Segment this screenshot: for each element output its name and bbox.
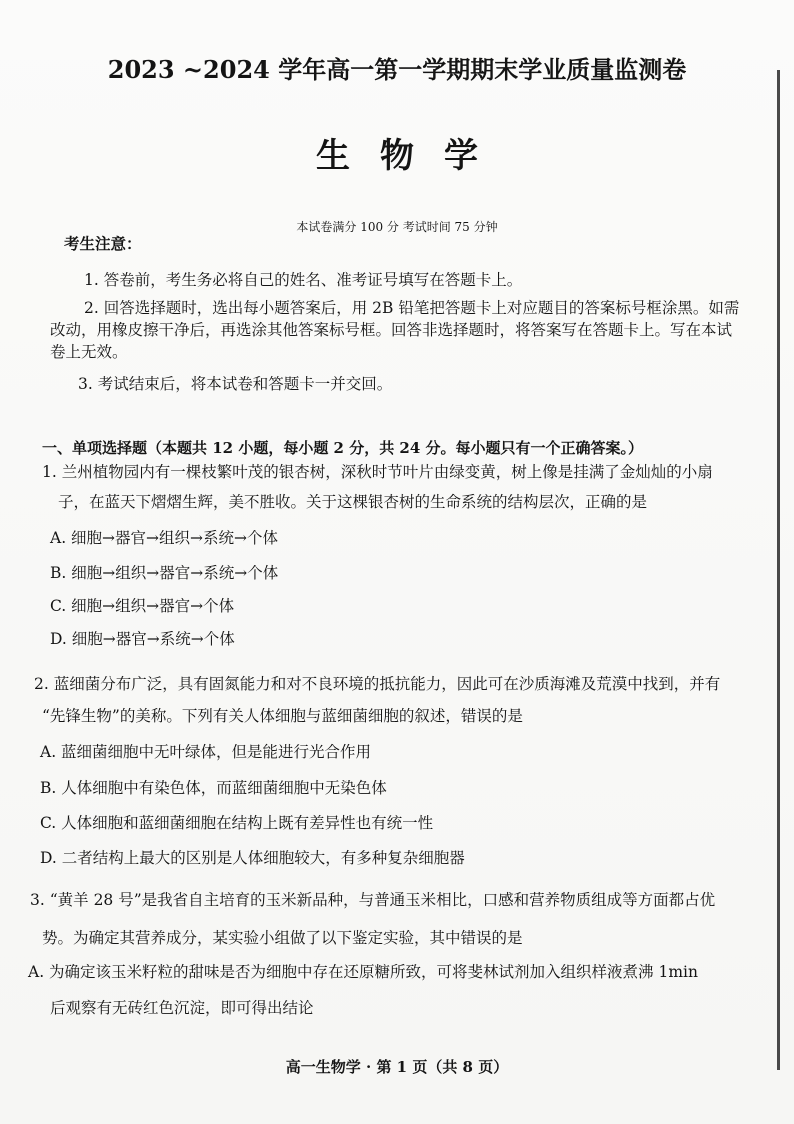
- q3-stem-line-2: 势。为确定其营养成分，某实验小组做了以下鉴定实验，其中错误的是: [42, 929, 523, 947]
- notice-item-1: 1. 答卷前，考生务必将自己的姓名、准考证号填写在答题卡上。: [84, 271, 523, 289]
- q2-stem-line-1: 2. 蓝细菌分布广泛，具有固氮能力和对不良环境的抵抗能力，因此可在沙质海滩及荒漠中找到，并有: [34, 675, 721, 693]
- q2-option-c: C. 人体细胞和蓝细菌细胞在结构上既有差异性也有统一性: [40, 814, 434, 832]
- q2-option-d: D. 二者结构上最大的区别是人体细胞较大，有多种复杂细胞器: [40, 849, 465, 867]
- q1-option-b: B. 细胞→组织→器官→系统→个体: [50, 564, 279, 582]
- notice-item-3: 3. 考试结束后，将本试卷和答题卡一并交回。: [78, 375, 393, 393]
- section-1-heading: 一、单项选择题（本题共 12 小题，每小题 2 分，共 24 分。每小题只有一个正确答案。）: [42, 439, 644, 457]
- notice-heading: 考生注意：: [64, 234, 142, 253]
- q3-option-a-line-2: 后观察有无砖红色沉淀，即可得出结论: [50, 999, 314, 1017]
- notice-item-2-line-3: 卷上无效。: [50, 343, 128, 361]
- notice-item-2-line-1: 2. 回答选择题时，选出每小题答案后，用 2B 铅笔把答题卡上对应题目的答案标号框涂黑。如需: [84, 299, 740, 317]
- q1-stem-line-1: 1. 兰州植物园内有一棵枝繁叶茂的银杏树，深秋时节叶片由绿变黄，树上像是挂满了金灿灿的小扇: [42, 463, 713, 481]
- q1-option-d: D. 细胞→器官→系统→个体: [50, 630, 235, 648]
- q3-option-a-line-1: A. 为确定该玉米籽粒的甜味是否为细胞中存在还原糖所致，可将斐林试剂加入组织样液煮沸 1min: [28, 963, 698, 981]
- q1-option-c: C. 细胞→组织→器官→个体: [50, 597, 235, 615]
- exam-title: 2023 ~2024 学年高一第一学期期末学业质量监测卷: [107, 55, 687, 84]
- subject-title: 生物学: [316, 136, 508, 176]
- q3-stem-line-1: 3. “黄羊 28 号”是我省自主培育的玉米新品种，与普通玉米相比，口感和营养物质组成等方面都占优: [30, 891, 716, 909]
- page-footer: 高一生物学 · 第 1 页（共 8 页）: [285, 1058, 509, 1076]
- exam-info: 本试卷满分 100 分 考试时间 75 分钟: [296, 220, 498, 234]
- q1-option-a: A. 细胞→器官→组织→系统→个体: [50, 529, 278, 547]
- notice-item-2-line-2: 改动，用橡皮擦干净后，再选涂其他答案标号框。回答非选择题时，将答案写在答题卡上。写在本试: [50, 321, 733, 339]
- q2-stem-line-2: “先锋生物”的美称。下列有关人体细胞与蓝细菌细胞的叙述，错误的是: [42, 707, 523, 725]
- q1-stem-line-2: 子，在蓝天下熠熠生辉，美不胜收。关于这棵银杏树的生命系统的结构层次，正确的是: [58, 493, 648, 511]
- q2-option-a: A. 蓝细菌细胞中无叶绿体，但是能进行光合作用: [40, 743, 372, 761]
- q2-option-b: B. 人体细胞中有染色体，而蓝细菌细胞中无染色体: [40, 779, 387, 797]
